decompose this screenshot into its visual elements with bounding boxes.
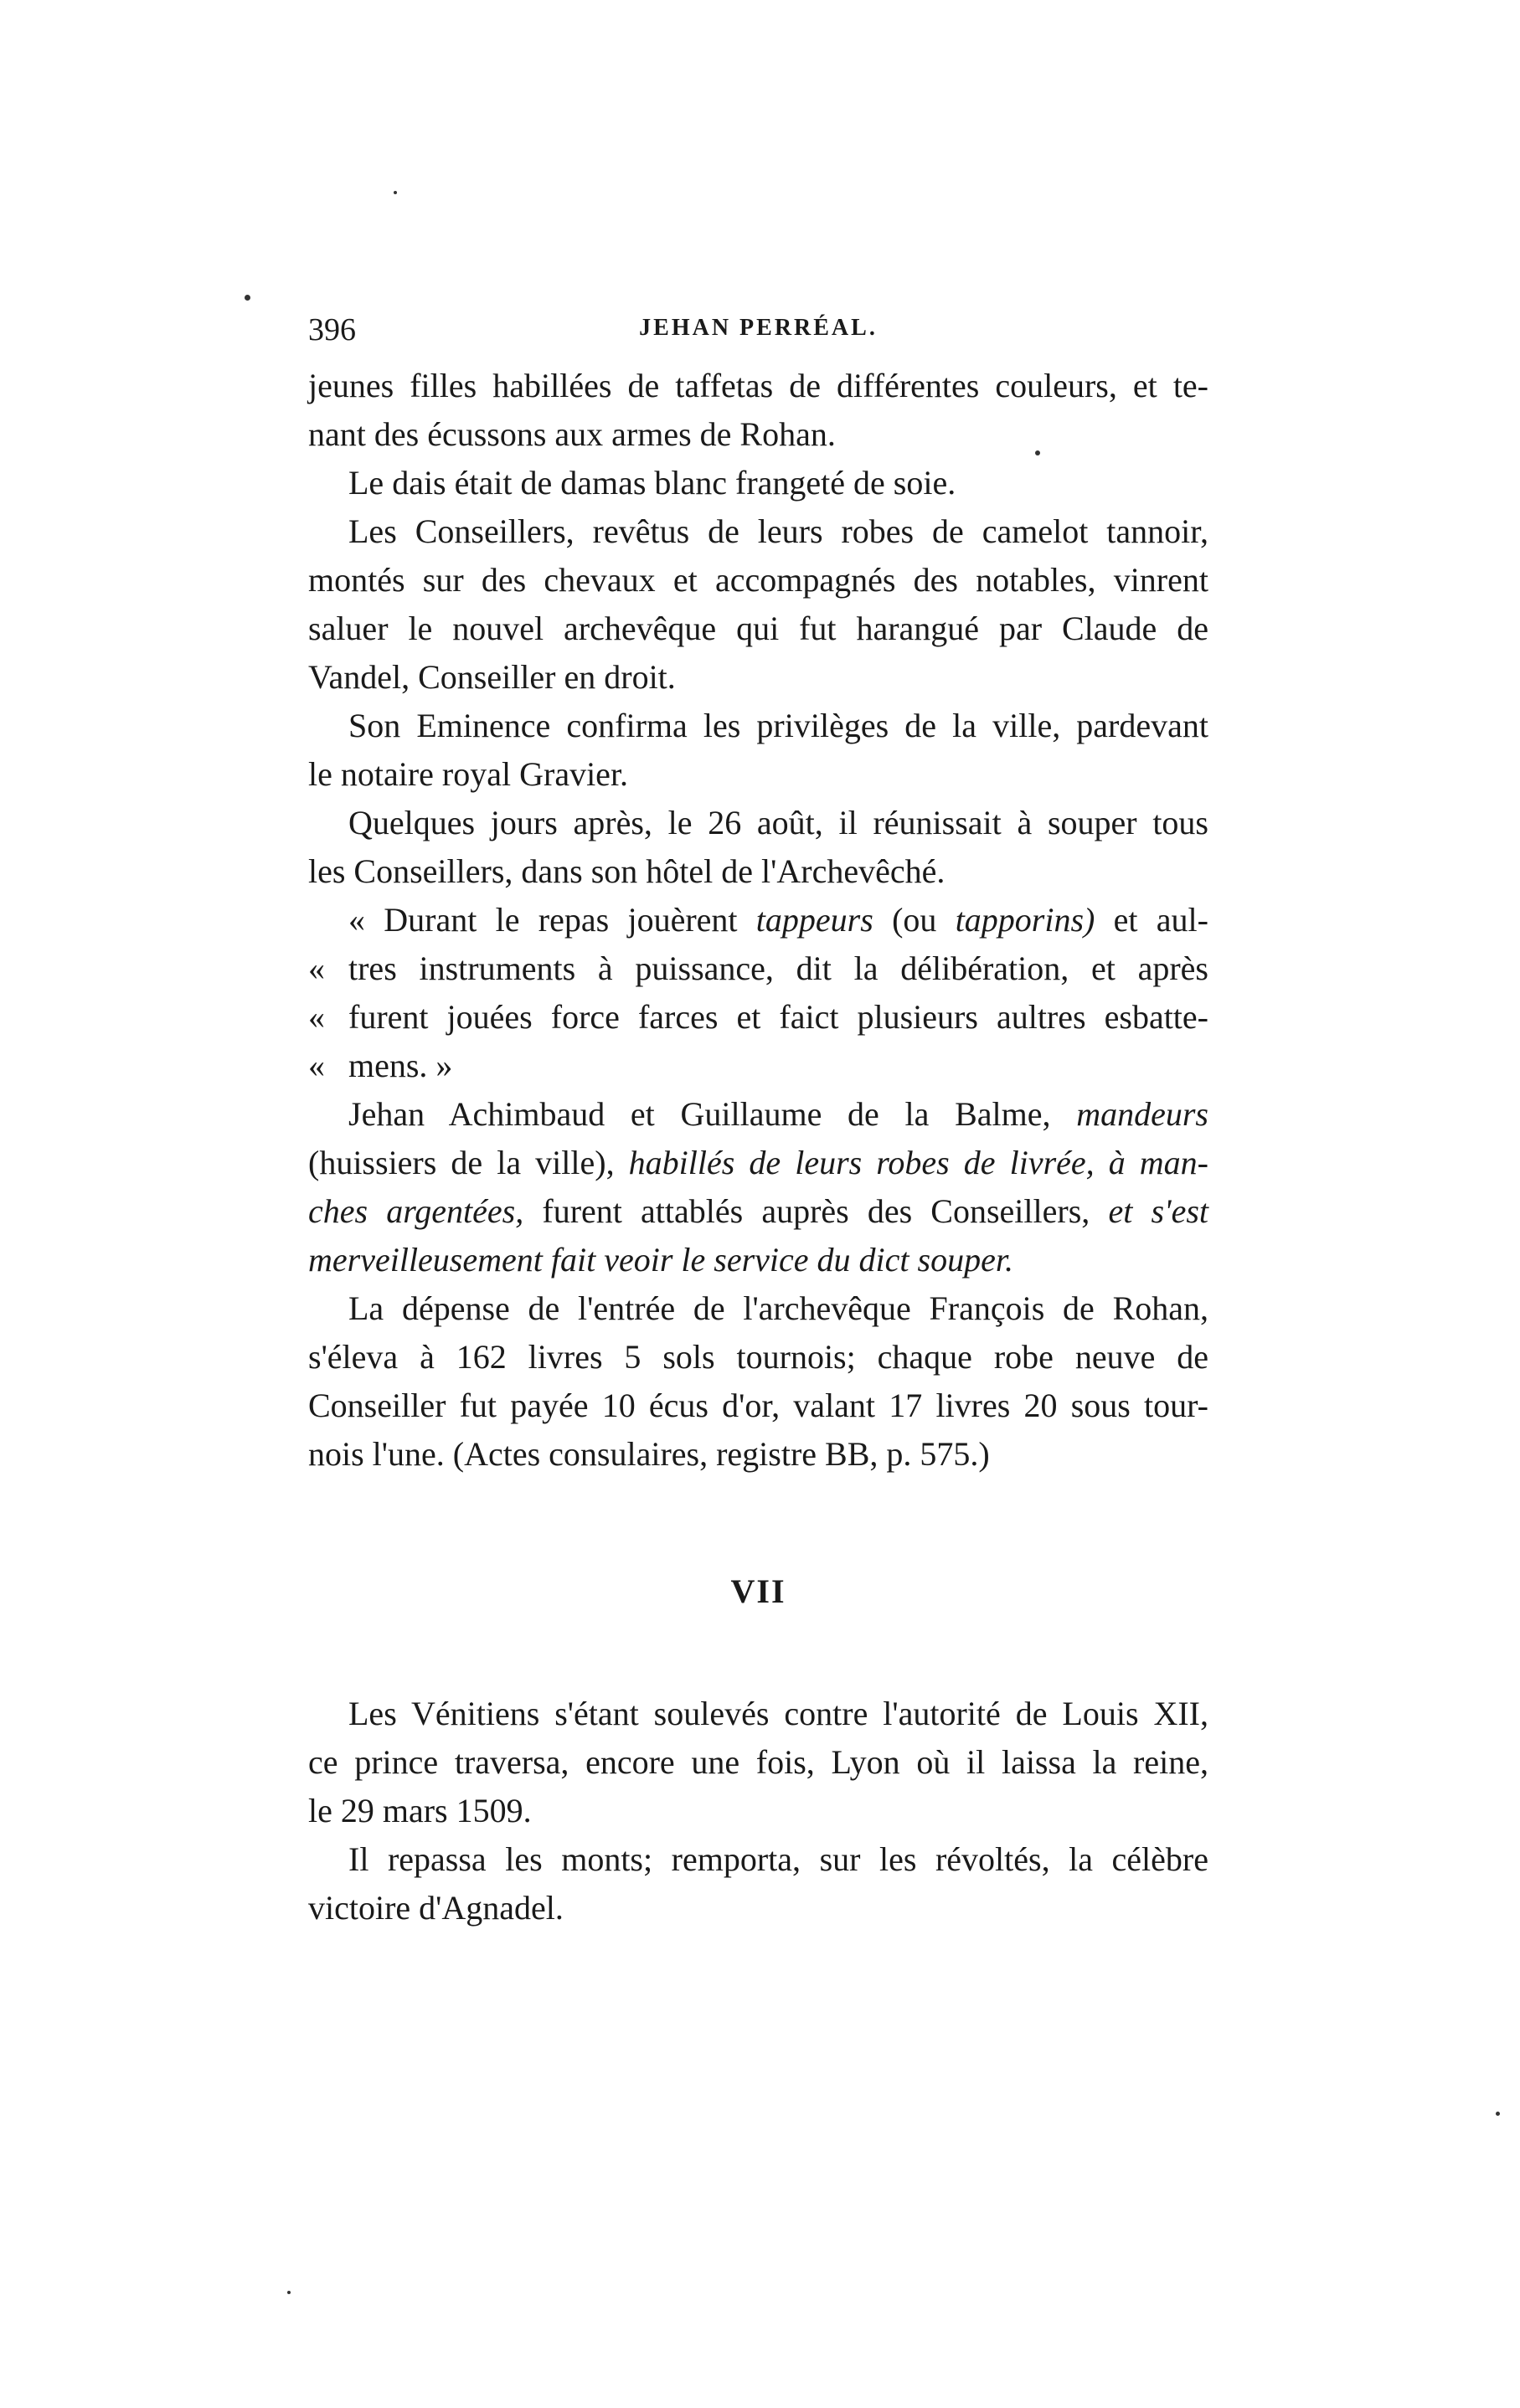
text-line: saluer le nouvel archevêque qui fut harangué par Claude de: [308, 610, 1208, 647]
quote-mark: «: [308, 998, 325, 1036]
quote-mark: «: [308, 1047, 325, 1084]
italic-span: ches argentées,: [308, 1192, 524, 1230]
quote-italic: tapporins): [955, 901, 1095, 939]
quote-text: mens. »: [348, 1047, 453, 1084]
text-line: nois l'une. (Actes consulaires, registre BB, p. 575.): [308, 1435, 990, 1473]
text-line: Les Conseillers, revêtus de leurs robes de camelot tannoir,: [348, 512, 1208, 550]
text-line: jeunes filles habillées de taffetas de différentes couleurs, et te-: [308, 367, 1208, 404]
quote-line: [308, 993, 1208, 1042]
scan-speck: [245, 295, 250, 301]
text-line: Quelques jours après, le 26 août, il réunissait à souper tous: [348, 804, 1208, 841]
quote-line: [308, 1042, 1208, 1090]
text-span: (huissiers de la ville),: [308, 1144, 629, 1181]
quote-text: furent jouées force farces et faict plusieurs aultres esbatte-: [348, 998, 1208, 1036]
text-line: Vandel, Conseiller en droit.: [308, 658, 676, 696]
text-span: Jehan Achimbaud et Guillaume de la Balme,: [348, 1095, 1077, 1133]
quote-open-mark: «: [348, 901, 365, 939]
quote-mark: «: [308, 949, 325, 987]
text-line: Il repassa les monts; remporta, sur les révoltés, la célèbre: [348, 1840, 1208, 1878]
text-line: [308, 1187, 1208, 1236]
text-line: Les Vénitiens s'étant soulevés contre l'autorité de Louis XII,: [348, 1695, 1208, 1732]
text-line: victoire d'Agnadel.: [308, 1889, 564, 1927]
text-line: Conseiller fut payée 10 écus d'or, valant 17 livres 20 sous tour-: [308, 1387, 1208, 1424]
quote-italic: tappeurs: [755, 901, 873, 939]
quote-text: et aul-: [1095, 901, 1208, 939]
text-line: Son Eminence confirma les privilèges de la ville, pardevant: [348, 707, 1208, 744]
scan-speck: [394, 191, 397, 194]
text-line: montés sur des chevaux et accompagnés des notables, vinrent: [308, 561, 1208, 599]
text-line: Le dais était de damas blanc frangeté de soie.: [348, 464, 956, 502]
text-line: les Conseillers, dans son hôtel de l'Archevêché.: [308, 852, 945, 890]
text-span: furent attablés auprès des Conseillers,: [523, 1192, 1109, 1230]
text-line: s'éleva à 162 livres 5 sols tournois; chaque robe neuve de: [308, 1338, 1208, 1376]
italic-span: merveilleusement fait veoir le service du dict souper.: [308, 1241, 1013, 1279]
text-line: le notaire royal Gravier.: [308, 755, 629, 793]
running-head: [308, 311, 1208, 362]
text-line: le 29 mars 1509.: [308, 1792, 532, 1829]
text-line: [308, 1090, 1208, 1139]
running-title: JEHAN PERRÉAL.: [639, 315, 878, 341]
scan-speck: [1035, 450, 1040, 455]
italic-span: habillés de leurs robes de livrée, à man-: [628, 1144, 1208, 1181]
italic-span: et s'est: [1108, 1192, 1208, 1230]
scan-speck: [287, 2291, 291, 2294]
section-heading: VII: [730, 1572, 786, 1610]
body-text-section-vii: [308, 1690, 1208, 1932]
scan-speck: [1496, 2112, 1500, 2116]
page-number: 396: [308, 312, 356, 347]
text-line: nant des écussons aux armes de Rohan.: [308, 415, 836, 453]
quote-line: [308, 944, 1208, 993]
italic-span: mandeurs: [1076, 1095, 1208, 1133]
quote-line: [308, 896, 1208, 944]
text-line: La dépense de l'entrée de l'archevêque François de Rohan,: [348, 1289, 1208, 1327]
text-line: ce prince traversa, encore une fois, Lyon où il laissa la reine,: [308, 1743, 1208, 1781]
quote-text: tres instruments à puissance, dit la délibération, et après: [348, 949, 1208, 987]
quote-text: Durant le repas jouèrent: [384, 901, 756, 939]
body-text: [308, 362, 1208, 1479]
text-line: [308, 1139, 1208, 1187]
text-line: [308, 1236, 1208, 1284]
quote-text: (ou: [873, 901, 956, 939]
